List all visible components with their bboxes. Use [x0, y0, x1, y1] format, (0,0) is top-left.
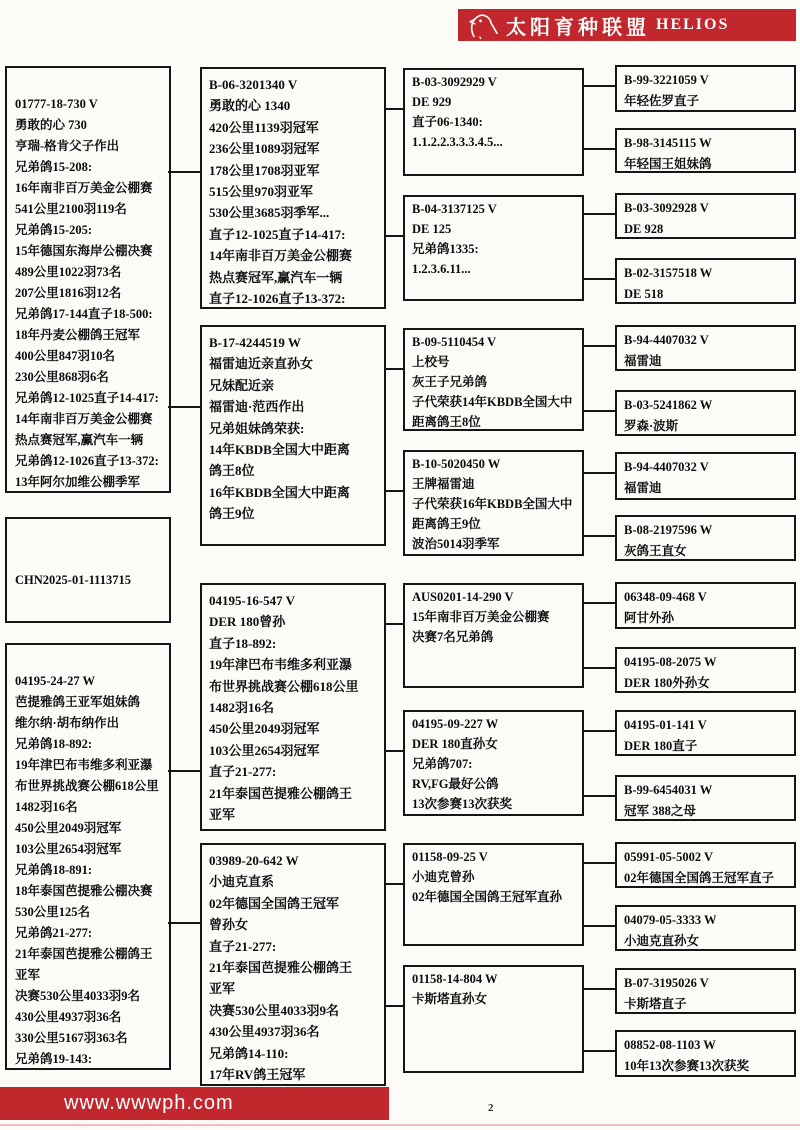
ring-number: B-09-5110454 V — [412, 335, 497, 349]
pedigree-text-line: 上校号 — [412, 355, 450, 369]
pedigree-text-line: 直子21-277: — [209, 764, 277, 780]
ring-number: B-99-3221059 V — [624, 73, 709, 87]
pedigree-text-line: 阿甘外孙 — [624, 610, 675, 625]
connector-line — [582, 925, 617, 927]
footer-url: www.wwwph.com — [64, 1092, 234, 1114]
pedigree-text-line: DER 180外孙女 — [624, 675, 710, 690]
ring-number: 04195-08-2075 W — [624, 655, 717, 669]
grandparent-box-1 — [200, 67, 386, 309]
pedigree-text-line: 福雷迪·范西作出 — [209, 399, 305, 415]
pedigree-text-line: DE 928 — [624, 221, 664, 236]
bottom-rule — [0, 1124, 800, 1126]
pedigree-text-line: 515公里970羽亚军 — [209, 184, 314, 200]
gg-grandparent-box-1 — [615, 65, 796, 112]
pedigree-text-line: 530公里3685羽季军... — [209, 205, 330, 221]
pedigree-text-line: 103公里2654羽冠军 — [209, 742, 320, 758]
connector-line — [582, 535, 617, 537]
pedigree-text-line: DER 180曾孙 — [209, 614, 286, 630]
connector-line — [582, 148, 617, 150]
subject-ring-box — [5, 517, 171, 623]
pedigree-text-line: 小迪克直孙女 — [624, 933, 700, 948]
pedigree-text-line: 330公里5167羽363名 — [15, 1031, 128, 1045]
pedigree-text-line: 430公里4937羽36名 — [15, 1010, 122, 1024]
ring-number: AUS0201-14-290 V — [412, 590, 514, 604]
ring-number: 04195-16-547 V — [209, 593, 296, 608]
pedigree-text-line: 直子12-1025直子14-417: — [209, 226, 346, 242]
pedigree-text-line: 14年南非百万美金公棚赛 — [209, 248, 353, 264]
pedigree-text-line: 子代荣获14年KBDB全国大中 — [412, 395, 573, 409]
pedigree-text-line: 兄弟鸽12-1026直子13-372: — [15, 454, 159, 468]
pedigree-text-line: 鸽王8位 — [209, 463, 255, 479]
ring-number: CHN2025-01-1113715 — [15, 572, 131, 587]
ring-number: 04195-24-27 W — [15, 674, 95, 688]
pedigree-text-line: 兄弟鸽15-205: — [15, 223, 93, 237]
pedigree-text-line: 13年阿尔加维公棚季军 — [15, 475, 141, 489]
grandparent-box-4 — [200, 843, 386, 1086]
ring-number: B-99-6454031 W — [624, 783, 713, 797]
pedigree-text-line: 芭提雅鸽王亚军姐妹鸽 — [15, 695, 141, 709]
ring-number: B-10-5020450 W — [412, 457, 501, 471]
great-grandparent-box-8 — [403, 965, 584, 1073]
pedigree-text-line: DER 180直孙女 — [412, 737, 498, 751]
pedigree-text-line: 年轻国王姐妹鸽 — [624, 156, 712, 171]
connector-line — [384, 368, 405, 370]
grandparent-box-2 — [200, 325, 386, 546]
ring-number: B-08-2197596 W — [624, 523, 713, 537]
ring-number: 06348-09-468 V — [624, 590, 707, 604]
pedigree-text-line: 02年德国全国鸽王冠军直孙 — [412, 890, 563, 904]
pedigree-text-line: 10年13次参赛13次获奖 — [624, 1058, 750, 1073]
gg-grandparent-box-15 — [615, 968, 796, 1014]
brand-name-english: HELIOS — [656, 16, 730, 33]
pedigree-text-line: 236公里1089羽冠军 — [209, 141, 320, 157]
pedigree-text-line: 灰鸽王直女 — [624, 543, 687, 558]
pedigree-text-line: 21年泰国芭提雅公棚鸽王 — [209, 960, 353, 976]
pedigree-text-line: 王牌福雷迪 — [412, 477, 475, 491]
ring-number: B-17-4244519 W — [209, 335, 301, 350]
pedigree-text-line: 兄弟鸽18-891: — [15, 863, 93, 877]
ring-number: B-02-3157518 W — [624, 266, 713, 280]
pedigree-text-line: 21年泰国芭提雅公棚鸽王 — [15, 947, 153, 961]
pedigree-text-line: 布世界挑战赛公棚618公里 — [209, 678, 359, 694]
pedigree-text-line: 亚军 — [209, 807, 236, 823]
page-number: 2 — [488, 1102, 494, 1114]
gg-grandparent-box-6 — [615, 390, 796, 436]
pedigree-text-line: 冠军 388之母 — [624, 803, 696, 818]
gg-grandparent-box-13 — [615, 842, 796, 888]
pedigree-text-line: 子代荣获16年KBDB全国大中 — [412, 497, 573, 511]
pedigree-text-line: 400公里847羽10名 — [15, 349, 116, 363]
connector-line — [582, 730, 617, 732]
pedigree-text-line: 波治5014羽季军 — [412, 537, 500, 551]
pedigree-text-line: 541公里2100羽119名 — [15, 202, 127, 216]
pedigree-text-line: 230公里868羽6名 — [15, 370, 109, 384]
ring-number: B-03-5241862 W — [624, 398, 713, 412]
pedigree-text-line: 小迪克直系 — [209, 874, 275, 890]
pedigree-text-line: 曾孙女 — [209, 917, 249, 933]
pedigree-text-line: 直子18-892: — [209, 635, 277, 651]
pedigree-text-line: 178公里1708羽亚军 — [209, 162, 320, 178]
gg-grandparent-box-16 — [615, 1030, 796, 1077]
pedigree-text-line: 14年KBDB全国大中距离 — [209, 442, 350, 458]
gg-grandparent-box-2 — [615, 128, 796, 173]
pedigree-text-line: 14年南非百万美金公棚赛 — [15, 412, 153, 426]
connector-line — [582, 862, 617, 864]
pedigree-text-line: 103公里2654羽冠军 — [15, 842, 122, 856]
connector-line — [384, 883, 405, 885]
pedigree-text-line: 16年南非百万美金公棚赛 — [15, 181, 153, 195]
gg-grandparent-box-3 — [615, 193, 796, 239]
great-grandparent-box-6 — [403, 710, 584, 816]
pedigree-text-line: 1482羽16名 — [209, 700, 275, 716]
grandparent-box-3 — [200, 583, 386, 831]
pedigree-text-line: 兄弟鸽21-277: — [15, 926, 93, 940]
ring-number: 04195-09-227 W — [412, 717, 499, 731]
pedigree-text-line: 罗森·波斯 — [624, 418, 679, 433]
ring-number: 05991-05-5002 V — [624, 850, 714, 864]
gg-grandparent-box-14 — [615, 905, 796, 951]
pedigree-text-line: 兄弟鸽14-110: — [209, 1045, 289, 1061]
pedigree-text-line: 02年德国全国鸽王冠军直子 — [624, 870, 775, 885]
ring-number: 04195-01-141 V — [624, 718, 707, 732]
footer-url-bar — [0, 1087, 389, 1120]
pedigree-text-line: 21年泰国芭提雅公棚鸽王 — [209, 785, 353, 801]
pedigree-text-line: 18年丹麦公棚鸽王冠军 — [15, 328, 141, 342]
pedigree-text-line: RV,FG最好公鸽 — [412, 777, 499, 791]
pedigree-text-line: 福雷迪近亲直孙女 — [209, 356, 314, 372]
great-grandparent-box-2 — [403, 195, 584, 301]
ring-number: B-04-3137125 V — [412, 202, 497, 216]
pedigree-text-line: 布世界挑战赛公棚618公里 — [15, 779, 159, 793]
pedigree-text-line: 420公里1139羽冠军 — [209, 119, 319, 135]
great-grandparent-box-3 — [403, 328, 584, 431]
pedigree-text-line: DE 125 — [412, 222, 452, 236]
ring-number: 01158-14-804 W — [412, 972, 498, 986]
pedigree-text-line: 决赛7名兄弟鸽 — [412, 630, 494, 644]
pedigree-text-line: 兄弟鸽12-1025直子14-417: — [15, 391, 159, 405]
connector-line — [384, 1005, 405, 1007]
pedigree-text-line: 兄弟鸽15-208: — [15, 160, 93, 174]
pedigree-text-line: 年轻佐罗直子 — [624, 93, 700, 108]
pedigree-text-line: 450公里2049羽冠军 — [15, 821, 122, 835]
pedigree-text-line: 兄弟鸽707: — [412, 757, 473, 771]
ring-number: B-94-4407032 V — [624, 460, 709, 474]
pedigree-text-line: 直子12-1026直子13-372: — [209, 291, 346, 307]
pedigree-text-line: 450公里2049羽冠军 — [209, 721, 320, 737]
pedigree-text-line: 207公里1816羽12名 — [15, 286, 122, 300]
brand-banner — [458, 9, 796, 41]
connector-line — [582, 85, 617, 87]
pedigree-text-line: 兄弟姐妹鸽荣获: — [209, 420, 305, 436]
pedigree-text-line: 维尔纳·胡布纳作出 — [15, 716, 120, 730]
pedigree-text-line: 兄弟鸽18-892: — [15, 737, 93, 751]
connector-line — [168, 770, 202, 772]
pedigree-text-line: 热点赛冠军,赢汽车一辆 — [209, 269, 343, 285]
pedigree-text-line: 福雷迪 — [624, 353, 662, 368]
gg-grandparent-box-7 — [615, 452, 796, 500]
pedigree-text-line: 直子06-1340: — [412, 115, 483, 129]
pedigree-text-line: 亨瑞-格肯父子作出 — [15, 139, 120, 153]
great-grandparent-box-7 — [403, 843, 584, 946]
connector-line — [168, 406, 202, 408]
ring-number: 01158-09-25 V — [412, 850, 488, 864]
ring-number: 03989-20-642 W — [209, 853, 299, 868]
pedigree-text-line: 直子21-277: — [209, 938, 277, 954]
gg-grandparent-box-4 — [615, 258, 796, 304]
pedigree-text-line: 卡斯塔直子 — [624, 996, 687, 1011]
pedigree-text-line: 19年津巴布韦维多利亚瀑 — [15, 758, 153, 772]
connector-line — [168, 171, 202, 173]
ring-number: B-06-3201340 V — [209, 77, 298, 92]
ring-number: 01777-18-730 V — [15, 97, 98, 111]
pedigree-text-line: 兄弟鸽1335: — [412, 242, 479, 256]
pedigree-text-line: 距离鸽王9位 — [412, 517, 481, 531]
dam-box — [5, 643, 171, 1070]
connector-line — [582, 1050, 617, 1052]
pedigree-text-line: 距离鸽王8位 — [412, 415, 481, 429]
ring-number: B-98-3145115 W — [624, 136, 712, 150]
ring-number: B-03-3092929 V — [412, 75, 497, 89]
pedigree-text-line: 17年RV鸽王冠军 — [209, 1067, 306, 1083]
great-grandparent-box-1 — [403, 68, 584, 176]
pedigree-text-line: DE 929 — [412, 95, 452, 109]
pedigree-text-line: 1482羽16名 — [15, 800, 78, 814]
connector-line — [384, 108, 405, 110]
great-grandparent-box-4 — [403, 450, 584, 556]
pedigree-text-line: 亚军 — [15, 968, 41, 982]
pedigree-text-line: 15年南非百万美金公棚赛 — [412, 610, 550, 624]
pedigree-text-line: 小迪克曾孙 — [412, 870, 475, 884]
connector-line — [582, 472, 617, 474]
great-grandparent-box-5 — [403, 583, 584, 688]
pedigree-text-line: 勇敢的心 1340 — [209, 98, 291, 114]
pedigree-text-line: 亚军 — [209, 981, 236, 997]
pedigree-text-line: 兄妹配近亲 — [209, 377, 275, 393]
connector-line — [168, 922, 202, 924]
gg-grandparent-box-12 — [615, 775, 796, 821]
connector-line — [384, 490, 405, 492]
connector-line — [582, 278, 617, 280]
connector-line — [582, 988, 617, 990]
ring-number: 04079-05-3333 W — [624, 913, 717, 927]
pedigree-text-line: 530公里125名 — [15, 905, 91, 919]
pedigree-text-line: 18年泰国芭提雅公棚决赛 — [15, 884, 153, 898]
pedigree-text-line: 卡斯塔直孙女 — [412, 992, 488, 1006]
pedigree-text-line: 福雷迪 — [624, 480, 662, 495]
pedigree-text-line: 1.1.2.2.3.3.3.4.5... — [412, 135, 503, 149]
pedigree-text-line: 兄弟鸽19-143: — [15, 1052, 93, 1066]
pedigree-text-line: 勇敢的心 730 — [15, 118, 87, 132]
gg-grandparent-box-11 — [615, 710, 796, 756]
pedigree-text-line: 430公里4937羽36名 — [209, 1024, 320, 1040]
connector-line — [582, 213, 617, 215]
connector-line — [582, 410, 617, 412]
pedigree-text-line: 19年津巴布韦维多利亚瀑 — [209, 657, 353, 673]
pedigree-text-line: 决赛530公里4033羽9名 — [15, 989, 141, 1003]
connector-line — [384, 235, 405, 237]
pedigree-text-line: 15年德国东海岸公棚决赛 — [15, 244, 153, 258]
gg-grandparent-box-8 — [615, 515, 796, 561]
pigeon-logo-icon — [466, 11, 500, 39]
brand-name-chinese: 太阳育种联盟 — [506, 16, 650, 39]
pedigree-text-line: 16年KBDB全国大中距离 — [209, 484, 350, 500]
pedigree-text-line: 兄弟鸽17-144直子18-500: — [15, 307, 153, 321]
connector-line — [582, 795, 617, 797]
pedigree-text-line: 热点赛冠军,赢汽车一辆 — [15, 433, 144, 447]
pedigree-text-line: 灰王子兄弟鸽 — [412, 375, 488, 389]
connector-line — [582, 602, 617, 604]
pedigree-text-line: 02年德国全国鸽王冠军 — [209, 895, 340, 911]
ring-number: B-94-4407032 V — [624, 333, 709, 347]
connector-line — [384, 623, 405, 625]
pedigree-text-line: DE 518 — [624, 286, 664, 301]
pedigree-text-line: 鸽王9位 — [209, 506, 255, 522]
pedigree-text-line: 决赛530公里4033羽9名 — [209, 1002, 340, 1018]
ring-number: B-07-3195026 V — [624, 976, 709, 990]
pedigree-text-line: DER 180直子 — [624, 738, 698, 753]
connector-line — [582, 345, 617, 347]
pedigree-text-line: 13次参赛13次获奖 — [412, 797, 513, 811]
pedigree-text-line: 489公里1022羽73名 — [15, 265, 122, 279]
ring-number: 08852-08-1103 W — [624, 1038, 716, 1052]
connector-line — [582, 667, 617, 669]
gg-grandparent-box-5 — [615, 325, 796, 371]
gg-grandparent-box-10 — [615, 647, 796, 693]
sire-box — [5, 66, 171, 493]
gg-grandparent-box-9 — [615, 582, 796, 629]
connector-line — [384, 750, 405, 752]
ring-number: B-03-3092928 V — [624, 201, 709, 215]
pedigree-text-line: 1.2.3.6.11... — [412, 262, 471, 276]
